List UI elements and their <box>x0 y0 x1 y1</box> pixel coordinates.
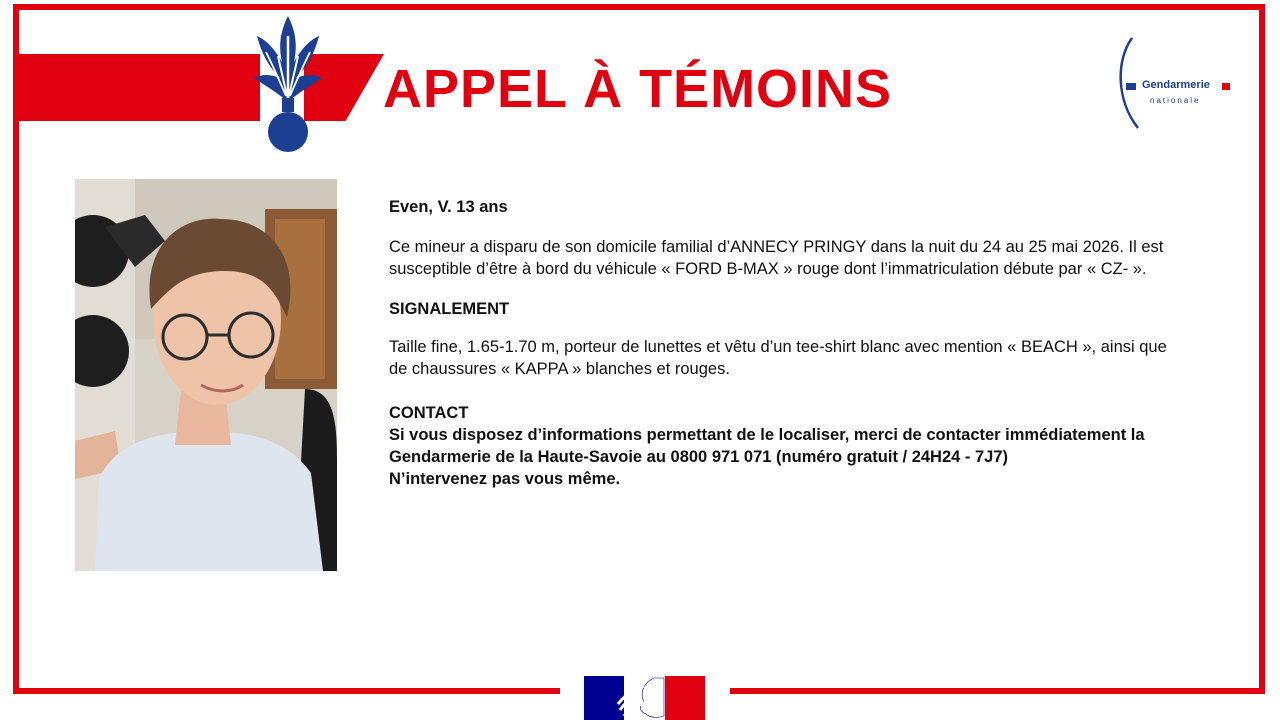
signalement-title: SIGNALEMENT <box>389 300 510 318</box>
missing-person-photo <box>75 179 337 571</box>
contact-title: CONTACT <box>389 404 469 422</box>
person-name-age: Even, V. 13 ans <box>389 198 508 216</box>
contact-text: Si vous disposez d’informations permettant de le localiser, merci de contacter immédiatement la Gendarmerie de la Haute-Savoie au 0800 971 071 (numéro gratuit / 24H24 - 7J7) <box>389 426 1145 466</box>
gendarmerie-flame-icon <box>248 12 328 154</box>
red-banner-left <box>13 54 260 121</box>
logo-subtitle: nationale <box>1150 96 1201 105</box>
contact-warning: N’intervenez pas vous même. <box>389 470 621 488</box>
logo-name: Gendarmerie <box>1142 79 1210 91</box>
marianne-republique-logo-icon <box>584 676 705 720</box>
disappearance-description: Ce mineur a disparu de son domicile familial d’ANNECY PRINGY dans la nuit du 24 au 25 mai 2026. Il est susceptible d’être à bord du véhicule « FORD B-MAX » rouge dont l’immatriculation débute par « CZ- ». <box>389 238 1164 278</box>
notice-content <box>389 196 1189 490</box>
page-title: APPEL À TÉMOINS <box>383 59 893 119</box>
signalement-text: Taille fine, 1.65-1.70 m, porteur de lunettes et vêtu d’un tee-shirt blanc avec mention « BEACH », ainsi que de chaussures « KAPPA » blanches et rouges. <box>389 338 1167 378</box>
